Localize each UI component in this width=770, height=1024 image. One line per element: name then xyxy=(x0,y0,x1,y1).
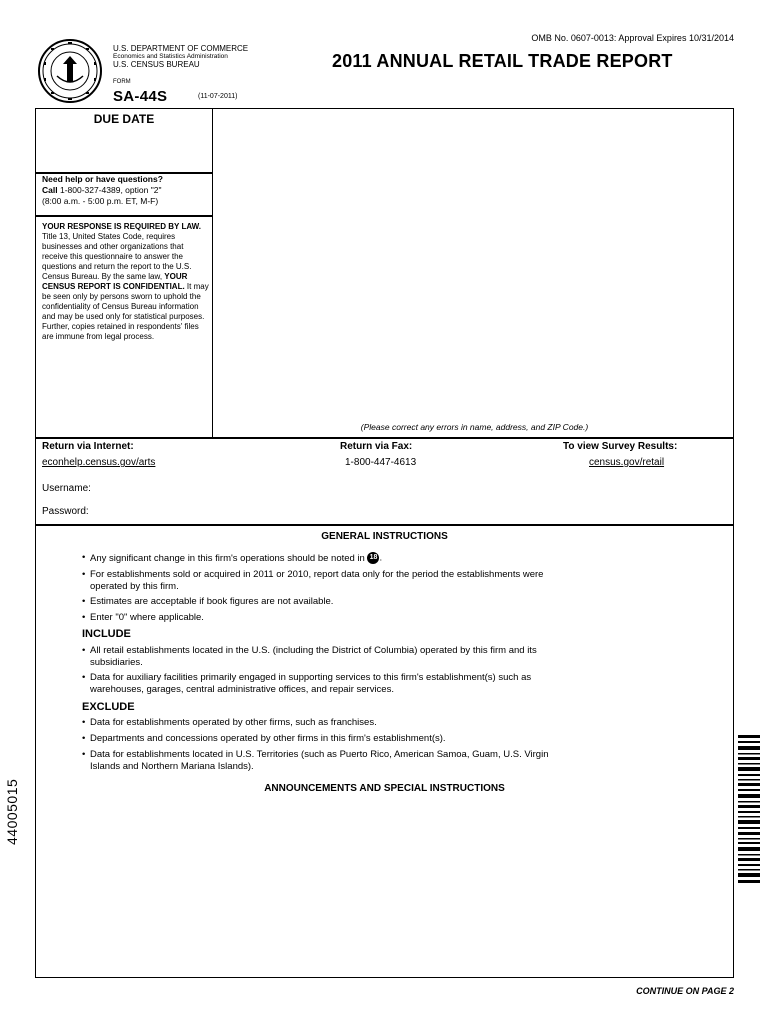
instruction-text: Estimates are acceptable if book figures are not available. xyxy=(90,596,334,607)
exclude-text: Departments and concessions operated by other firms in this firm's establishment(s). xyxy=(90,733,446,744)
divider xyxy=(35,524,734,526)
exclude-heading: EXCLUDE xyxy=(82,701,135,713)
general-instructions-heading: GENERAL INSTRUCTIONS xyxy=(321,531,448,542)
barcode xyxy=(738,735,760,885)
legal-notice xyxy=(42,222,210,342)
include-text: subsidiaries. xyxy=(90,656,143,668)
help-phone: 1-800-327-4389, option "2" xyxy=(59,185,162,195)
census-seal-logo xyxy=(37,38,103,104)
include-text: All retail establishments located in the U.S. (including the District of Columbia) operated by this firm and its xyxy=(90,645,537,656)
law-text: Title 13, United States Code, requires businesses and other organizations that receive this questionnaire to answer the questions and return the report to the U.S. Census Bureau. By the same law, xyxy=(42,232,192,281)
agency-block xyxy=(113,44,248,69)
instruction-item: • Estimates are acceptable if book figures are not available. xyxy=(82,596,334,607)
include-item: • Data for auxiliary facilities primarily engaged in supporting services to this firm's establishment(s) such as warehouses, garages, central administrative offices, and repair services. xyxy=(82,672,532,695)
form-label: FORM xyxy=(113,79,131,85)
password-label: Password: xyxy=(42,506,89,517)
exclude-text: Islands and Northern Mariana Islands). xyxy=(90,760,254,772)
agency-administration: Economics and Statistics Administration xyxy=(113,53,228,60)
side-form-code: 44005015 xyxy=(4,778,20,845)
agency-department: U.S. DEPARTMENT OF COMMERCE xyxy=(113,44,249,53)
confidential-heading: YOUR CENSUS REPORT IS CONFIDENTIAL. xyxy=(42,272,188,291)
form-date: (11-07-2011) xyxy=(198,93,238,100)
include-text: Data for auxiliary facilities primarily engaged in supporting services to this firm's establishment(s) such as xyxy=(90,672,532,683)
exclude-text: Data for establishments operated by other firms, such as franchises. xyxy=(90,717,377,728)
announcements-heading: ANNOUNCEMENTS AND SPECIAL INSTRUCTIONS xyxy=(264,783,505,794)
instruction-text: operated by this firm. xyxy=(90,580,179,592)
item-18-reference-icon: 18 xyxy=(367,552,379,564)
return-fax-label: Return via Fax: xyxy=(340,441,413,452)
instruction-item: • Any significant change in this firm's operations should be noted in 18 . xyxy=(82,552,383,564)
exclude-text: Data for establishments located in U.S. Territories (such as Puerto Rico, American Samoa, Guam, U.S. Virgin xyxy=(90,749,549,760)
survey-results-label: To view Survey Results: xyxy=(563,441,678,452)
agency-bureau: U.S. CENSUS BUREAU xyxy=(113,60,200,69)
include-item: • All retail establishments located in the U.S. (including the District of Columbia) operated by this firm and its subsidiaries. xyxy=(82,645,537,668)
instruction-text: For establishments sold or acquired in 2011 or 2010, report data only for the period the establishments were xyxy=(90,569,544,580)
survey-results-link[interactable]: census.gov/retail xyxy=(589,457,665,468)
instruction-item: • Enter "0" where applicable. xyxy=(82,612,204,623)
include-text: warehouses, garages, central administrative offices, and repair services. xyxy=(90,683,394,695)
return-fax-number: 1-800-447-4613 xyxy=(345,457,417,468)
divider xyxy=(35,437,734,439)
username-label: Username: xyxy=(42,483,91,494)
help-hours: (8:00 a.m. - 5:00 p.m. ET, M-F) xyxy=(42,196,159,206)
continue-note: CONTINUE ON PAGE 2 xyxy=(636,986,734,996)
exclude-item: • Data for establishments located in U.S. Territories (such as Puerto Rico, American Samoa, Guam, U.S. Virgin Islands and Northern Mariana Islands). xyxy=(82,749,549,772)
help-call-label: Call xyxy=(42,185,58,195)
page-title: 2011 ANNUAL RETAIL TRADE REPORT xyxy=(332,51,673,71)
instruction-text: Enter "0" where applicable. xyxy=(90,612,204,623)
help-heading: Need help or have questions? xyxy=(42,174,163,184)
instruction-text: Any significant change in this firm's operations should be noted in xyxy=(90,552,365,564)
exclude-item: • Departments and concessions operated by other firms in this firm's establishment(s). xyxy=(82,733,446,744)
omb-number: OMB No. 0607-0013: Approval Expires 10/31/2014 xyxy=(531,33,734,43)
law-heading: YOUR RESPONSE IS REQUIRED BY LAW. xyxy=(42,222,201,231)
form-number: SA-44S xyxy=(113,88,168,105)
instruction-item: • For establishments sold or acquired in 2011 or 2010, report data only for the period the establishments were operated by this firm. xyxy=(82,569,544,592)
help-block xyxy=(42,174,163,207)
address-correction-note: (Please correct any errors in name, address, and ZIP Code.) xyxy=(360,422,589,432)
return-internet-link[interactable]: econhelp.census.gov/arts xyxy=(42,457,156,468)
confidential-text: It may be seen only by persons sworn to uphold the confidentiality of Census Bureau information and may be used only for statistical purposes. Further, copies retained in respondents' files are immune from legal process. xyxy=(42,282,209,341)
exclude-item: • Data for establishments operated by other firms, such as franchises. xyxy=(82,717,377,728)
return-internet-label: Return via Internet: xyxy=(42,441,134,452)
divider xyxy=(35,215,213,217)
due-date-label: DUE DATE xyxy=(93,112,155,126)
include-heading: INCLUDE xyxy=(82,628,131,640)
